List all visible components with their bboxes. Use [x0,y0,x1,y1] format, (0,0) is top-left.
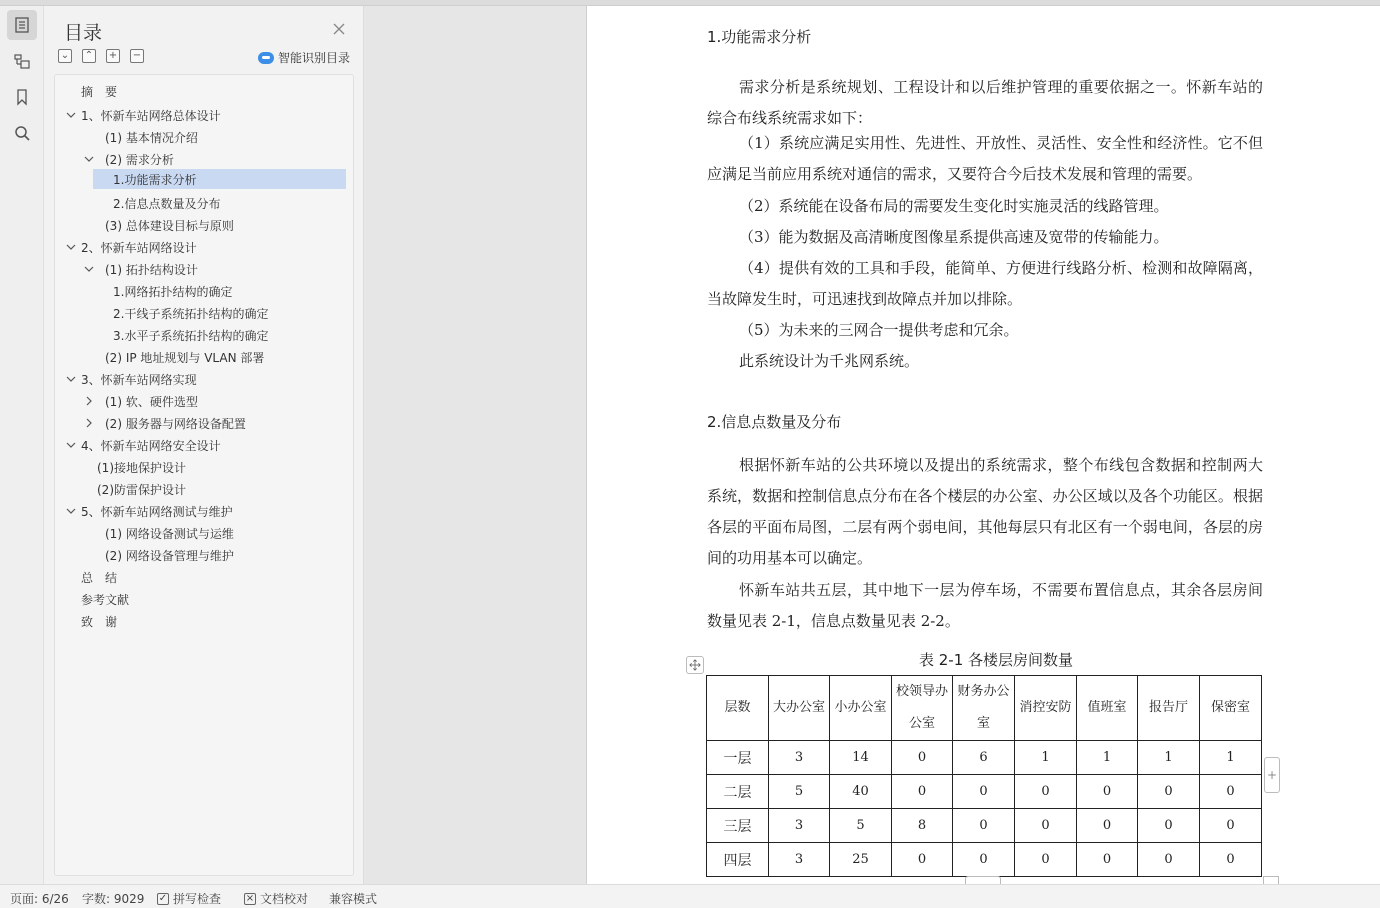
table-cell: 0 [1077,843,1138,877]
table-header-cell: 小办公室 [830,676,892,741]
page-indicator[interactable] [10,890,69,907]
side-rail [0,6,44,884]
toc-item[interactable] [105,215,234,235]
toc-title: 目录 [64,22,103,44]
table-cell: 0 [953,843,1015,877]
table-cell: 8 [892,809,953,843]
table-cell: 0 [1015,775,1077,809]
table-cell: 6 [953,741,1015,775]
document-page[interactable] [586,6,1380,884]
chevron-down-icon[interactable] [65,505,77,517]
add-row-icon[interactable] [965,876,1001,884]
table-header-cell: 层数 [707,676,769,741]
chevron-down-icon[interactable] [65,241,77,253]
table-cell: 3 [769,843,830,877]
table-cell: 二层 [707,775,769,809]
table-row [707,741,1262,775]
toc-item[interactable] [81,611,117,631]
table-cell: 1 [1015,741,1077,775]
table-cell: 0 [953,775,1015,809]
remove-heading-icon[interactable]: − [130,49,144,63]
toc-list [54,74,354,876]
toc-item-label: 5、怀新车站网络测试与维护 [81,504,233,519]
navigation-pane-icon[interactable] [7,46,37,76]
spell-check-button[interactable] [157,890,221,907]
chevron-down-icon[interactable] [83,153,95,165]
check-icon: ✓ [158,892,168,904]
paragraph: 根据怀新车站的公共环境以及提出的系统需求，整个布线包含数据和控制两大系统，数据和控制信息点分布在各个楼层的办公室、办公区域以及各个功能区。根据各层的平面布局图，二层有两个弱电间，其他每层只有北区有一个弱电间，各层的房间的功用基本可以确定。 [707,456,1263,567]
proofread-label: 文档校对 [260,892,309,906]
toc-item[interactable] [105,545,234,565]
toc-item[interactable] [105,391,198,411]
heading-functional-requirements: 1.功能需求分析 [707,28,812,46]
toc-item-label: (2) 需求分析 [105,152,174,167]
table-header-cell: 报告厅 [1138,676,1200,741]
table-cell: 14 [830,741,892,775]
table-cell: 0 [1015,809,1077,843]
close-icon[interactable] [330,20,348,38]
table-cell: 0 [1200,775,1262,809]
toc-item[interactable] [81,589,129,609]
table-cell: 0 [1138,775,1200,809]
compat-mode[interactable] [329,890,377,907]
toc-item[interactable] [113,325,268,345]
toc-item-label: 参考文献 [81,592,130,607]
rooms-table[interactable] [706,675,1262,877]
add-heading-icon[interactable]: + [106,49,120,63]
toc-item[interactable] [81,81,117,101]
table-cell: 0 [1200,809,1262,843]
spell-check-label: 拼写检查 [173,892,222,906]
table-header-cell: 大办公室 [769,676,830,741]
search-icon[interactable] [7,118,37,148]
toc-item[interactable] [105,347,264,367]
table-cell: 1 [1200,741,1262,775]
table-cell: 5 [830,809,892,843]
heading-info-points: 2.信息点数量及分布 [707,413,842,431]
table-cell: 0 [892,775,953,809]
toc-item[interactable] [81,105,221,125]
toc-item-selected[interactable] [93,169,346,189]
toc-item[interactable] [105,259,198,279]
toc-item[interactable] [113,303,268,323]
toc-item-label: 致 谢 [81,614,118,629]
table-cell: 0 [1015,843,1077,877]
table-row [707,843,1262,877]
table-cell: 一层 [707,741,769,775]
compat-mode-label: 兼容模式 [329,892,378,906]
toc-item-label: (1) 网络设备测试与运维 [105,526,234,541]
toc-item-label: (1) 拓扑结构设计 [105,262,198,277]
collapse-all-icon[interactable]: ⌃ [82,49,96,63]
smart-toc-button[interactable] [258,49,350,66]
chevron-down-icon[interactable] [65,439,77,451]
table-header-cell: 财务办公室 [953,676,1015,741]
toc-item-label: (2) IP 地址规划与 VLAN 部署 [105,350,265,365]
toc-item[interactable] [81,369,197,389]
word-count-label: 字数: 9029 [82,892,145,906]
toc-item-label: 2.干线子系统拓扑结构的确定 [113,306,269,321]
bookmark-icon[interactable] [7,82,37,112]
table-cell: 25 [830,843,892,877]
paragraph: 需求分析是系统规划、工程设计和以后维护管理的重要依据之一。怀新车站的综合布线系统需求如下： [707,78,1263,127]
toc-item-label: 摘 要 [81,84,118,99]
paragraph: 此系统设计为千兆网系统。 [739,352,920,370]
paragraph: （1）系统应满足实用性、先进性、开放性、灵活性、安全性和经济性。它不但应满足当前应用系统对通信的需求，又要符合今后技术发展和管理的需要。 [707,134,1263,183]
table-row [707,775,1262,809]
table-cell: 0 [892,843,953,877]
table-row [707,809,1262,843]
table-cell: 四层 [707,843,769,877]
table-cell: 0 [1077,775,1138,809]
status-bar [0,884,1380,908]
table-header-row [707,676,1262,741]
paragraph: （5）为未来的三网合一提供考虑和冗余。 [739,321,1019,339]
table-header-cell: 值班室 [1077,676,1138,741]
chevron-right-icon[interactable] [83,417,95,429]
toc-item-label: (2)防雷保护设计 [97,482,186,497]
table-cell: 0 [1138,843,1200,877]
table-cell: 0 [1200,843,1262,877]
chevron-right-icon[interactable] [83,395,95,407]
toc-item-label: 1、怀新车站网络总体设计 [81,108,221,123]
x-box-icon: × [245,892,255,904]
paragraph: （4）提供有效的工具和手段，能简单、方便进行线路分析、检测和故障隔离，当故障发生时，可迅速找到故障点并加以排除。 [707,259,1263,308]
table-header-cell: 保密室 [1200,676,1262,741]
table-move-handle-icon[interactable] [686,656,704,674]
toc-panel-icon[interactable] [7,10,37,40]
toc-item-label: 3、怀新车站网络实现 [81,372,197,387]
toc-item-label: (2) 网络设备管理与维护 [105,548,234,563]
paragraph: （2）系统能在设备布局的需要发生变化时实施灵活的线路管理。 [739,197,1169,215]
toc-item-label: 4、怀新车站网络安全设计 [81,438,221,453]
table-cell: 0 [1138,809,1200,843]
toc-toolbar [58,49,144,63]
page-indicator-label: 页面: 6/26 [10,892,69,906]
toc-item-label: (1)接地保护设计 [97,460,186,475]
toc-item[interactable] [113,193,220,213]
toc-item-label: 2、怀新车站网络设计 [81,240,197,255]
table-cell: 三层 [707,809,769,843]
table-cell: 3 [769,741,830,775]
table-cell: 0 [953,809,1015,843]
table-cell: 1 [1138,741,1200,775]
toc-item[interactable] [113,281,232,301]
toc-item-label: (1) 软、硬件选型 [105,394,198,409]
chevron-down-icon[interactable] [65,109,77,121]
smart-toc-label: 智能识别目录 [278,51,351,65]
table-cell: 1 [1077,741,1138,775]
toc-item-label: (2) 服务器与网络设备配置 [105,416,246,431]
toc-item-label: (3) 总体建设目标与原则 [105,218,234,233]
toc-item[interactable] [81,501,233,521]
paragraph: （3）能为数据及高清晰度图像星系提供高速及宽带的传输能力。 [739,228,1169,246]
table-cell: 3 [769,809,830,843]
toc-item[interactable] [81,567,117,587]
toc-item-label: (1) 基本情况介绍 [105,130,198,145]
toc-item[interactable] [81,237,197,257]
add-column-icon[interactable]: + [1264,757,1280,793]
workspace-background [364,6,586,884]
toc-item[interactable] [105,413,246,433]
chevron-down-icon[interactable] [83,263,95,275]
table-cell: 0 [1077,809,1138,843]
toc-panel [44,6,364,884]
paragraph: 怀新车站共五层，其中地下一层为停车场，不需要布置信息点，其余各层房间数量见表 2-1，信息点数量见表 2-2。 [707,581,1263,630]
table-cell: 0 [892,741,953,775]
toc-item[interactable] [97,479,186,499]
proofread-button[interactable] [244,890,308,907]
toc-item[interactable] [81,435,221,455]
toc-item[interactable] [105,523,234,543]
smart-toc-icon [258,52,274,64]
table-cell: 40 [830,775,892,809]
toc-item-label: 1.功能需求分析 [113,172,197,187]
table-header-cell: 校领导办公室 [892,676,953,741]
table-caption: 表 2-1 各楼层房间数量 [919,651,1074,669]
word-count[interactable] [82,890,144,907]
toc-item[interactable] [105,149,174,169]
table-header-cell: 消控安防 [1015,676,1077,741]
toc-item[interactable] [97,457,186,477]
chevron-down-icon[interactable] [65,373,77,385]
expand-all-icon[interactable]: ⌄ [58,49,72,63]
table-cell: 5 [769,775,830,809]
toc-item-label: 总 结 [81,570,118,585]
toc-item-label: 1.网络拓扑结构的确定 [113,284,233,299]
toc-item-label: 2.信息点数量及分布 [113,196,221,211]
toc-item[interactable] [105,127,198,147]
toc-item-label: 3.水平子系统拓扑结构的确定 [113,328,269,343]
table-resize-handle[interactable] [1263,876,1279,884]
